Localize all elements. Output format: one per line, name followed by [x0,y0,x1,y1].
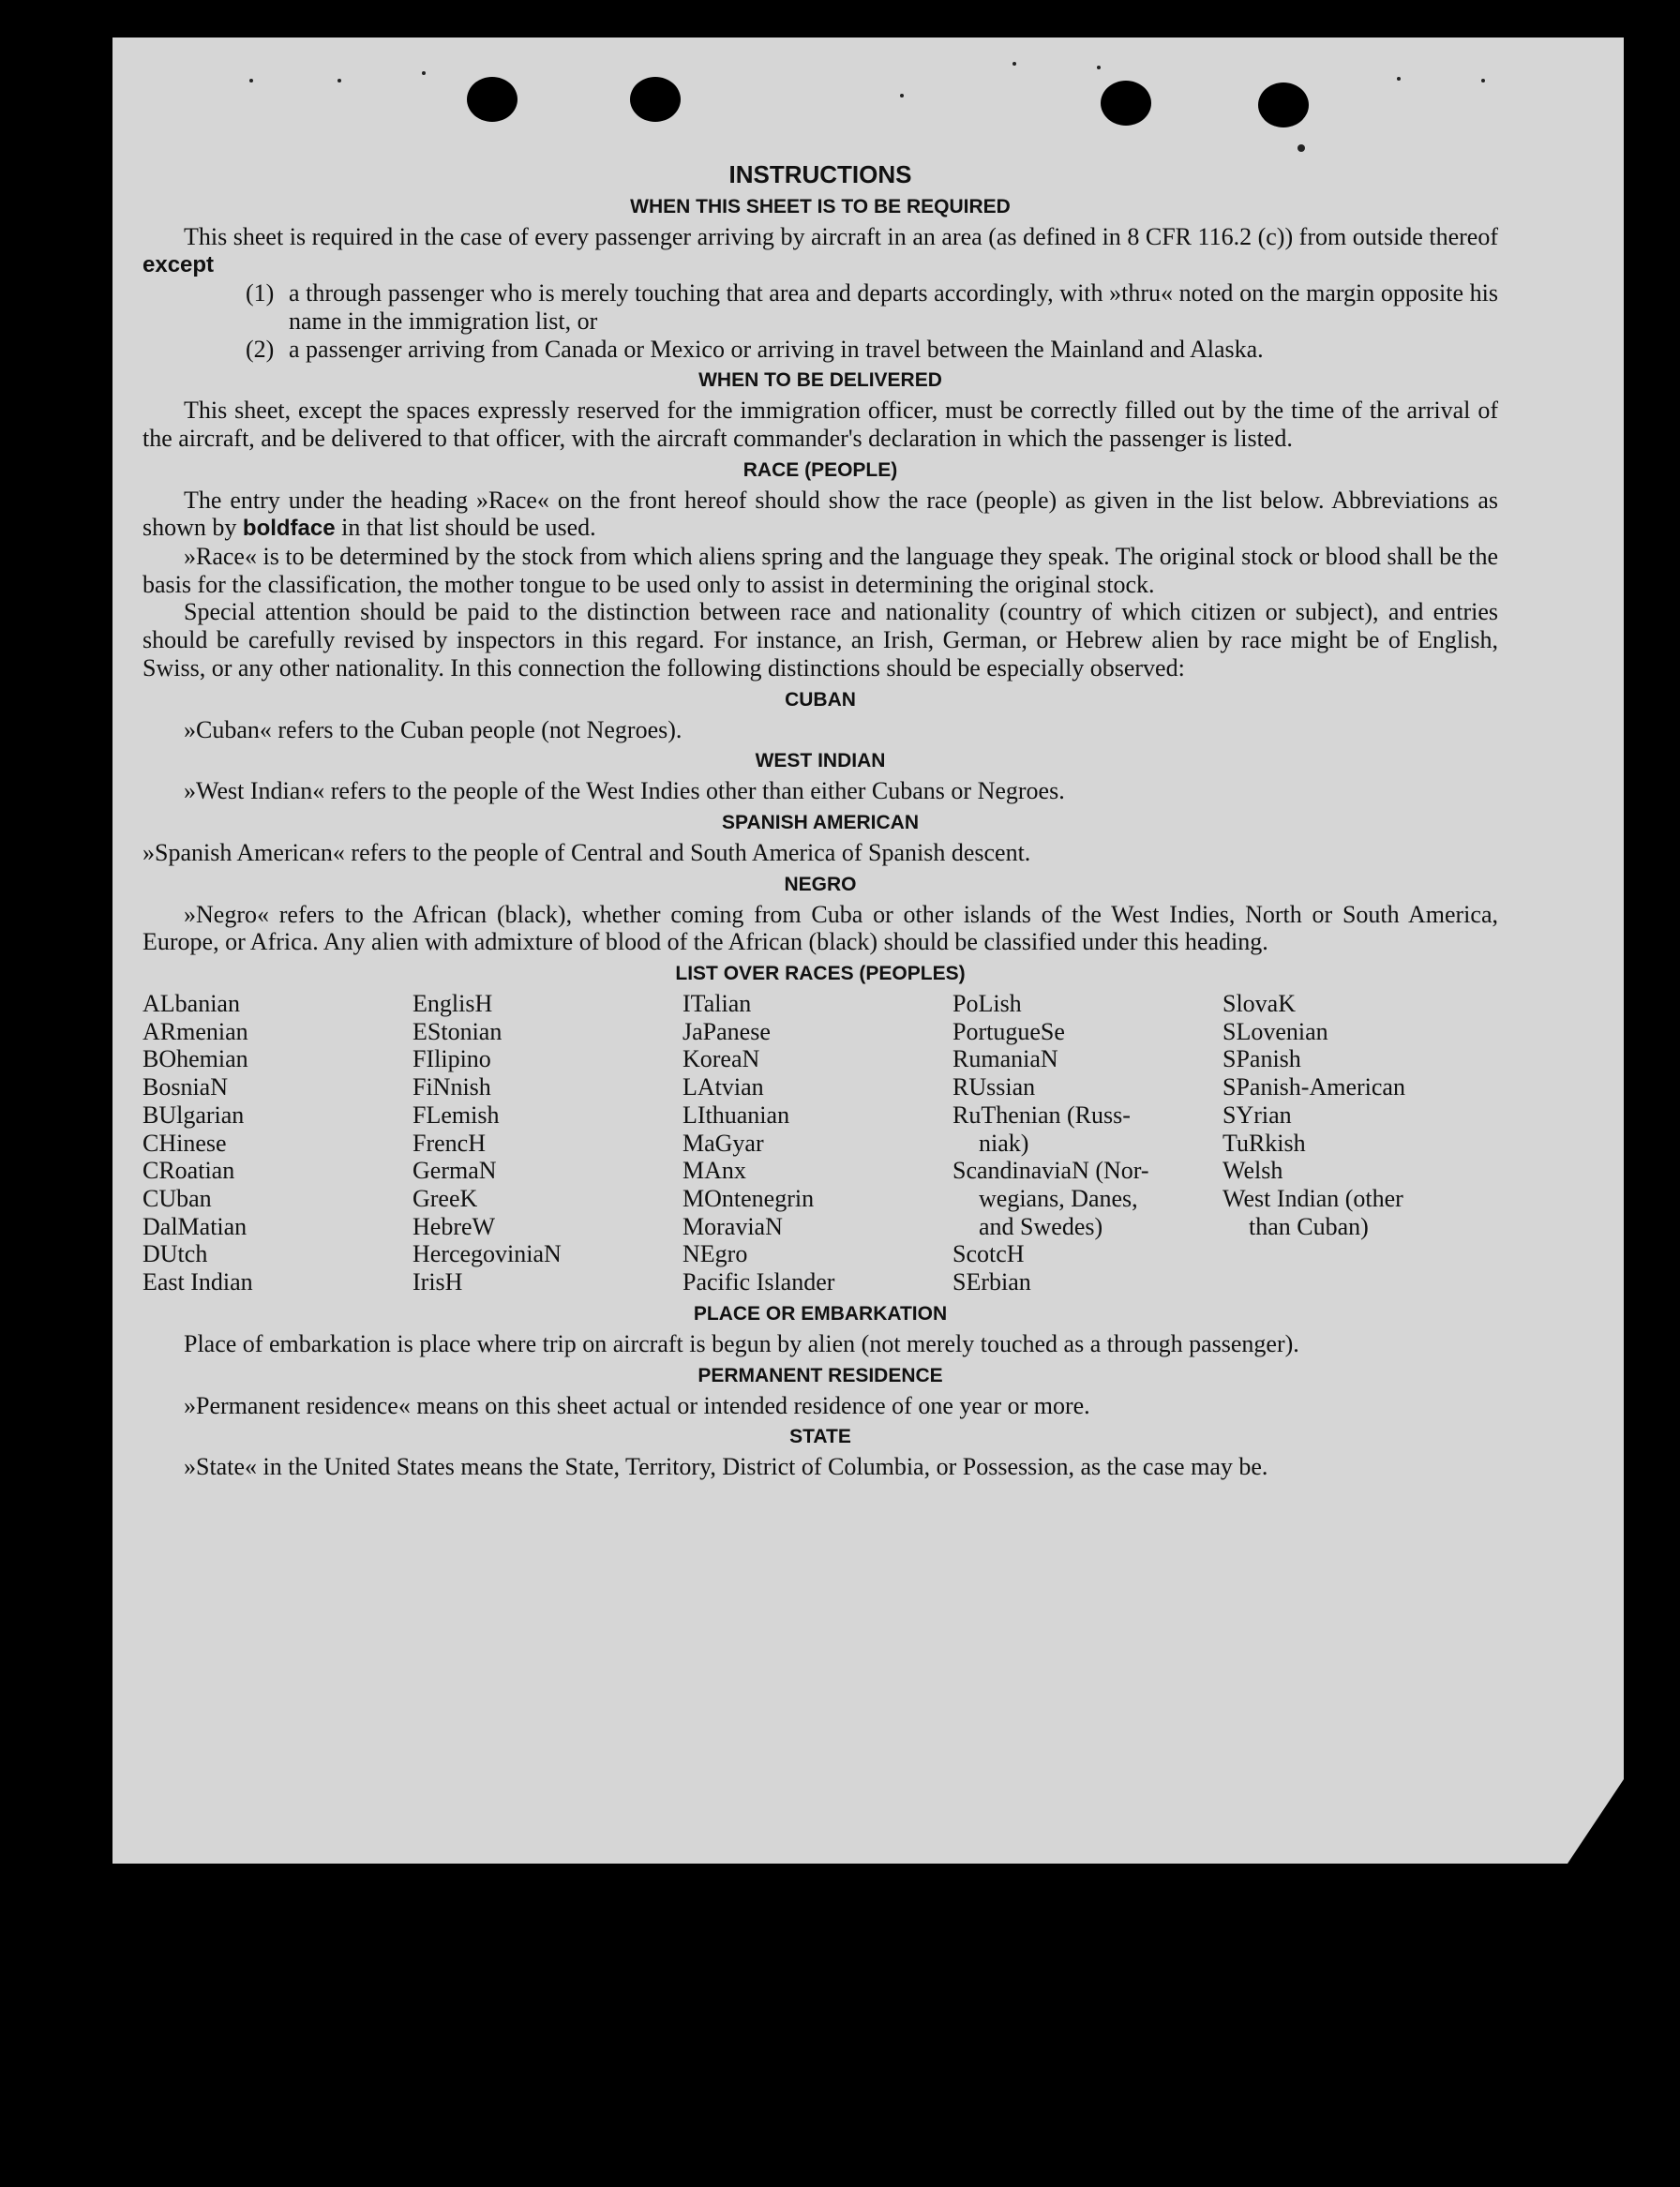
race-entry: ALbanian [142,990,240,1018]
cuban-text: »Cuban« refers to the Cuban people (not Negroes). [184,715,682,743]
race-entry: LIthuanian [682,1101,790,1129]
page-title: INSTRUCTIONS [728,160,912,188]
race-entry: TuRkish [1222,1129,1306,1157]
embarkation-text: Place of embarkation is place where trip on aircraft is begun by alien (not merely touched as a through passenger). [184,1329,1299,1357]
race-column [682,990,952,1296]
race-entry: wegians, Danes, [979,1184,1138,1212]
instruction-sheet [112,37,1624,1864]
race-entry: and Swedes) [979,1212,1103,1240]
heading-race: RACE (PEOPLE) [742,458,898,481]
folded-corner [1568,1779,1624,1864]
race-entry: RumaniaN [952,1045,1058,1073]
race-entry: West Indian (other [1222,1184,1403,1212]
race-entry: Welsh [1222,1157,1283,1185]
heading-embarkation: PLACE OR EMBARKATION [693,1302,948,1325]
paper-speck [1298,144,1305,152]
heading-race-list: LIST OVER RACES (PEOPLES) [675,963,966,985]
heading-negro: NEGRO [784,873,857,895]
race-entry: PortugueSe [952,1017,1065,1045]
race-entry: ITalian [682,990,752,1018]
race-entry: ScandinaviaN (Nor- [952,1157,1149,1185]
paper-speck [1012,62,1016,66]
race-entry: East Indian [142,1268,253,1296]
paper-speck [1397,77,1401,81]
race-entry: ScotcH [952,1240,1025,1268]
race-column [412,990,682,1296]
race-entry: FIlipino [412,1045,491,1073]
race-entry: DUtch [142,1240,208,1268]
west-indian-text: »West Indian« refers to the people of the West Indies other than either Cubans or Negroes. [184,777,1065,805]
heading-delivered: WHEN TO BE DELIVERED [698,369,942,392]
delivered-text: This sheet, except the spaces expressly reserved for the immigration officer, must be correctly filled out by the time of the arrival of the aircraft, and be delivered to that officer, with the aircraft commander's declaration in which the passenger is listed. [142,397,1498,452]
paper-speck [900,94,904,97]
race-paragraph-3: Special attention should be paid to the distinction between race and nationality (country of which citizen or subject), and entries should be carefully revised by inspectors in this regard. For instance, an Irish, German, or Hebrew alien by race might be of English, Swiss, or any other nationality. In this connection the following distinctions should be especially observed: [142,598,1498,682]
race-entry: SPanish [1222,1045,1301,1073]
race-entry: JaPanese [682,1017,771,1045]
heading-state: STATE [789,1426,851,1448]
spanish-american-text: »Spanish American« refers to the people of Central and South America of Spanish descent. [142,838,1031,866]
race-entry: FrencH [412,1129,486,1157]
race-paragraph-2: »Race« is to be determined by the stock from which aliens spring and the language they speak. The original stock or blood shall be the basis for the classification, the mother tongue to be used only to assist in determining the original stock. [142,543,1498,598]
punch-hole [1258,82,1309,127]
race-entry: EStonian [412,1017,502,1045]
list-item: (2) a passenger arriving from Canada or Mexico or arriving in travel between the Mainland and Alaska. [246,335,1264,363]
race-entry: SYrian [1222,1101,1292,1129]
race-entry: MaGyar [682,1129,764,1157]
race-entry: GreeK [412,1184,478,1212]
race-entry: SlovaK [1222,990,1296,1018]
race-entry: EnglisH [412,990,493,1018]
race-column [142,990,412,1296]
race-entry: FiNnish [412,1073,491,1101]
race-entry: IrisH [412,1268,463,1296]
punch-hole [467,77,518,122]
race-entry: HebreW [412,1212,496,1240]
race-entry: SErbian [952,1268,1031,1296]
race-entry: DalMatian [142,1212,248,1240]
punch-hole [1101,81,1151,126]
paper-speck [338,79,341,82]
race-entry: MOntenegrin [682,1184,815,1212]
race-entry: CRoatian [142,1157,235,1185]
race-column [1222,990,1492,1296]
race-entry: NEgro [682,1240,748,1268]
heading-cuban: CUBAN [785,688,856,711]
race-entry: ARmenian [142,1017,248,1045]
race-entry: than Cuban) [1249,1212,1369,1240]
paper-speck [249,79,253,82]
heading-spanish-american: SPANISH AMERICAN [721,811,919,833]
race-entry: SPanish-American [1222,1073,1405,1101]
race-entry: FLemish [412,1101,500,1129]
race-entry: BOhemian [142,1045,248,1073]
race-entry: HercegoviniaN [412,1240,562,1268]
race-entry: CHinese [142,1129,227,1157]
race-entry: RuThenian (Russ- [952,1101,1131,1129]
race-entry: PoLish [952,990,1022,1018]
race-entry: niak) [979,1129,1029,1157]
race-entry: BUlgarian [142,1101,245,1129]
race-entry: Pacific Islander [682,1268,835,1296]
race-entry: KoreaN [682,1045,760,1073]
race-entry: BosniaN [142,1073,228,1101]
paper-speck [422,71,426,75]
race-entry: MoraviaN [682,1212,783,1240]
race-entry: GermaN [412,1157,497,1185]
required-intro: This sheet is required in the case of every passenger arriving by aircraft in an area (as defined in 8 CFR 116.2 (c)) from outside thereof except [142,222,1498,278]
punch-hole [630,77,681,122]
list-item: (1) a through passenger who is merely touching that area and departs accordingly, with »thru« noted on the margin opposite his name in the immigration list, or [246,279,1498,335]
race-entry: RUssian [952,1073,1036,1101]
race-entry: MAnx [682,1157,746,1185]
state-text: »State« in the United States means the State, Territory, District of Columbia, or Possession, as the case may be. [184,1453,1268,1481]
heading-required: WHEN THIS SHEET IS TO BE REQUIRED [630,195,1011,217]
heading-west-indian: WEST INDIAN [755,750,886,772]
paper-speck [1481,79,1485,82]
race-entry: CUban [142,1184,212,1212]
race-column [952,990,1222,1296]
negro-text: »Negro« refers to the African (black), whether coming from Cuba or other islands of the West Indies, North or South America, Europe, or Africa. Any alien with admixture of blood of the African (black) should be classified under this heading. [142,900,1498,956]
race-entry: SLovenian [1222,1017,1328,1045]
residence-text: »Permanent residence« means on this sheet actual or intended residence of one year or more. [184,1391,1090,1419]
paper-speck [1097,66,1101,69]
heading-residence: PERMANENT RESIDENCE [698,1364,943,1386]
race-entry: LAtvian [682,1073,764,1101]
race-list [142,990,1498,1296]
instructions-content [142,161,1498,1481]
race-paragraph-1: The entry under the heading »Race« on the front hereof should show the race (people) as given in the list below. Abbreviations as shown by boldface in that list should be used. [142,486,1498,542]
